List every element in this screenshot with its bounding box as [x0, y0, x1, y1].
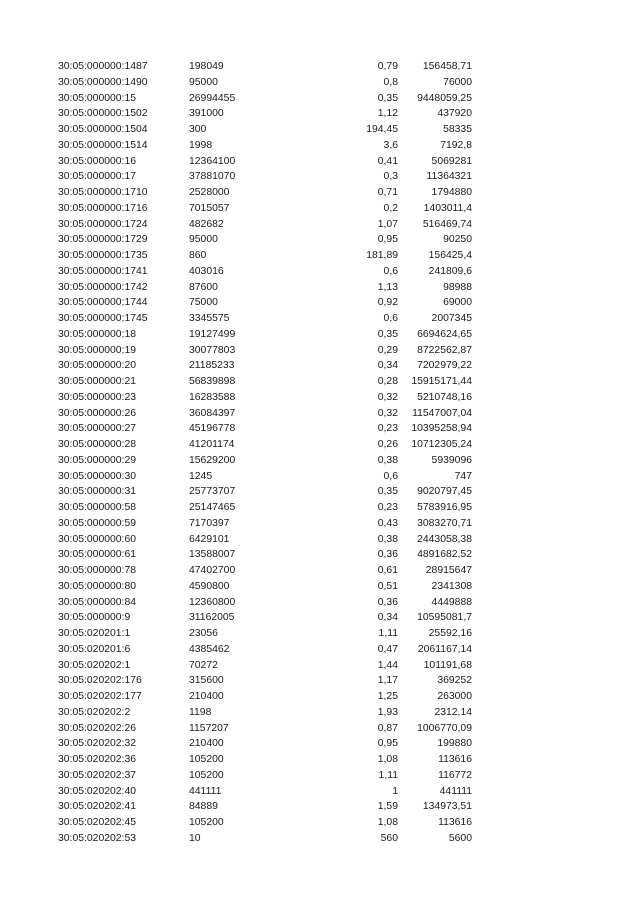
quantity-cell: 391000: [189, 108, 224, 120]
quantity-cell: 26994455: [189, 92, 236, 104]
total-cell: 116772: [438, 769, 472, 781]
table-row: [0, 59, 640, 75]
quantity-cell: 12364100: [189, 155, 236, 167]
cadastral-number-cell: 30:05:020202:37: [58, 769, 137, 781]
total-cell: 113616: [438, 754, 472, 765]
table-row: [0, 453, 640, 469]
total-cell: 101191,68: [423, 659, 472, 671]
total-cell: 76000: [443, 76, 472, 88]
total-cell: 25592,16: [428, 628, 472, 639]
table-row: [0, 736, 640, 752]
total-cell: 1006770,09: [417, 722, 472, 734]
rate-cell: 0,51: [377, 580, 398, 592]
quantity-cell: 41201174: [189, 439, 235, 450]
total-cell: 241809,6: [428, 265, 472, 277]
table-row: [0, 154, 640, 170]
quantity-cell: 105200: [189, 817, 224, 828]
total-cell: 2341308: [431, 580, 472, 592]
rate-cell: 194,45: [366, 124, 398, 135]
table-row: [0, 563, 640, 579]
cadastral-number-cell: 30:05:000000:15: [58, 92, 137, 104]
rate-cell: 0,87: [377, 722, 398, 734]
cadastral-number-cell: 30:05:000000:26: [58, 407, 137, 419]
rate-cell: 1,17: [377, 675, 398, 687]
rate-cell: 0,32: [377, 391, 398, 403]
quantity-cell: 25147465: [189, 502, 236, 513]
total-cell: 2007345: [431, 313, 472, 324]
cadastral-number-cell: 30:05:000000:1744: [58, 297, 148, 309]
quantity-cell: 315600: [189, 675, 224, 687]
cadastral-number-cell: 30:05:000000:78: [58, 565, 137, 576]
quantity-cell: 7015057: [189, 202, 230, 214]
cadastral-number-cell: 30:05:000000:1745: [58, 313, 148, 324]
quantity-cell: 198049: [189, 61, 224, 72]
rate-cell: 0,47: [377, 643, 398, 655]
table-row: [0, 232, 640, 248]
rate-cell: 0,34: [377, 612, 398, 624]
total-cell: 4449888: [431, 596, 472, 608]
quantity-cell: 56839898: [189, 376, 236, 387]
rate-cell: 0,38: [377, 454, 398, 466]
total-cell: 5210748,16: [417, 391, 472, 403]
cadastral-number-cell: 30:05:020202:53: [58, 832, 137, 844]
cadastral-number-cell: 30:05:000000:1735: [58, 250, 148, 261]
rate-cell: 0,61: [377, 565, 398, 576]
rate-cell: 0,38: [377, 533, 398, 545]
quantity-cell: 105200: [189, 769, 224, 781]
total-cell: 5600: [448, 832, 472, 844]
cadastral-number-cell: 30:05:020202:40: [58, 785, 137, 797]
cadastral-number-cell: 30:05:000000:21: [58, 376, 137, 387]
total-cell: 5069281: [431, 155, 472, 167]
rate-cell: 0,35: [377, 486, 398, 498]
total-cell: 113616: [438, 817, 472, 828]
total-cell: 2061167,14: [417, 643, 472, 655]
rate-cell: 1,12: [377, 108, 398, 120]
quantity-cell: 7170397: [189, 517, 230, 529]
rate-cell: 0,41: [377, 155, 398, 167]
rate-cell: 1,44: [377, 659, 398, 671]
cadastral-number-cell: 30:05:000000:28: [58, 439, 137, 450]
rate-cell: 0,95: [377, 234, 398, 246]
total-cell: 15915171,44: [411, 376, 472, 387]
rate-cell: 0,6: [383, 313, 398, 324]
quantity-cell: 23056: [189, 628, 218, 639]
total-cell: 7192,8: [440, 139, 472, 151]
table-row: [0, 122, 640, 138]
rate-cell: 1,07: [377, 218, 398, 230]
table-row: [0, 626, 640, 642]
table-row: [0, 217, 640, 233]
table-row: [0, 721, 640, 737]
rate-cell: 0,8: [383, 76, 398, 88]
table-row: [0, 248, 640, 264]
table-row: [0, 784, 640, 800]
quantity-cell: 12360800: [189, 596, 236, 608]
quantity-cell: 482682: [189, 218, 224, 230]
total-cell: 8722562,87: [417, 344, 472, 356]
table-row: [0, 295, 640, 311]
rate-cell: 0,23: [377, 423, 398, 435]
table-row: [0, 91, 640, 107]
cadastral-number-cell: 30:05:020202:41: [58, 801, 137, 813]
quantity-cell: 10: [189, 832, 201, 844]
cadastral-number-cell: 30:05:000000:23: [58, 391, 137, 403]
cadastral-number-cell: 30:05:000000:1741: [58, 265, 148, 277]
total-cell: 6694624,65: [417, 328, 472, 340]
rate-cell: 0,35: [377, 328, 398, 340]
quantity-cell: 75000: [189, 297, 218, 309]
total-cell: 134973,51: [422, 801, 472, 813]
total-cell: 90250: [443, 234, 472, 246]
table-row: [0, 689, 640, 705]
table-row: [0, 484, 640, 500]
rate-cell: 0,95: [377, 738, 398, 750]
cadastral-number-cell: 30:05:000000:27: [58, 423, 137, 435]
table-row: [0, 374, 640, 390]
total-cell: 9448059,25: [417, 92, 472, 104]
cadastral-number-cell: 30:05:000000:1724: [58, 218, 148, 230]
table-row: [0, 768, 640, 784]
table-row: [0, 595, 640, 611]
table-row: [0, 280, 640, 296]
table-row: [0, 831, 640, 847]
quantity-cell: 3345575: [189, 313, 230, 324]
rate-cell: 3,6: [383, 139, 398, 151]
table-row: [0, 390, 640, 406]
rate-cell: 1,11: [378, 628, 398, 639]
rate-cell: 0,71: [377, 187, 398, 198]
total-cell: 516469,74: [422, 218, 472, 230]
total-cell: 10395258,94: [411, 423, 472, 435]
total-cell: 28915647: [425, 565, 472, 576]
table-row: [0, 343, 640, 359]
rate-cell: 0,28: [377, 376, 398, 387]
rate-cell: 1: [392, 785, 398, 797]
table-row: [0, 469, 640, 485]
cadastral-number-cell: 30:05:020202:32: [58, 738, 137, 750]
rate-cell: 0,23: [377, 502, 398, 513]
cadastral-number-cell: 30:05:000000:1487: [58, 61, 148, 72]
total-cell: 1794880: [431, 187, 472, 198]
cadastral-number-cell: 30:05:000000:1742: [58, 281, 148, 293]
table-row: [0, 201, 640, 217]
rate-cell: 0,2: [383, 202, 398, 214]
cadastral-number-cell: 30:05:020202:176: [58, 675, 142, 687]
total-cell: 263000: [437, 691, 472, 702]
quantity-cell: 37881070: [189, 171, 236, 183]
cadastral-number-cell: 30:05:000000:84: [58, 596, 137, 608]
total-cell: 4891682,52: [417, 549, 472, 561]
rate-cell: 1,59: [377, 801, 398, 813]
cadastral-number-cell: 30:05:000000:29: [58, 454, 137, 466]
total-cell: 10712305,24: [411, 439, 472, 450]
table-row: [0, 799, 640, 815]
cadastral-number-cell: 30:05:000000:1514: [58, 139, 148, 151]
cadastral-number-cell: 30:05:000000:19: [58, 344, 137, 356]
total-cell: 437920: [437, 108, 472, 120]
total-cell: 156425,4: [428, 250, 472, 261]
rate-cell: 1,25: [377, 691, 398, 702]
rate-cell: 0,35: [377, 92, 398, 104]
quantity-cell: 1157207: [189, 722, 229, 734]
cadastral-number-cell: 30:05:000000:1710: [58, 187, 148, 198]
table-row: [0, 264, 640, 280]
quantity-cell: 1198: [189, 706, 212, 718]
table-row: [0, 437, 640, 453]
quantity-cell: 36084397: [189, 407, 236, 419]
table-row: [0, 673, 640, 689]
quantity-cell: 25773707: [189, 486, 236, 498]
total-cell: 1403011,4: [423, 202, 472, 214]
total-cell: 10595081,7: [417, 612, 472, 624]
quantity-cell: 105200: [189, 754, 224, 765]
cadastral-number-cell: 30:05:000000:59: [58, 517, 137, 529]
quantity-cell: 403016: [189, 265, 224, 277]
cadastral-number-cell: 30:05:020202:45: [58, 817, 137, 828]
table-row: [0, 815, 640, 831]
table-row: [0, 327, 640, 343]
cadastral-number-cell: 30:05:020201:6: [58, 643, 131, 655]
table-row: [0, 547, 640, 563]
cadastral-number-cell: 30:05:020202:1: [58, 659, 131, 671]
cadastral-number-cell: 30:05:000000:1729: [58, 234, 148, 246]
quantity-cell: 45196778: [189, 423, 236, 435]
table-row: [0, 311, 640, 327]
cadastral-number-cell: 30:05:000000:1716: [58, 202, 148, 214]
cadastral-number-cell: 30:05:000000:80: [58, 580, 137, 592]
total-cell: 2312,14: [434, 706, 472, 718]
table-row: [0, 532, 640, 548]
rate-cell: 560: [380, 832, 398, 844]
rate-cell: 181,89: [366, 250, 398, 261]
quantity-cell: 70272: [189, 659, 218, 671]
quantity-cell: 95000: [189, 76, 218, 88]
quantity-cell: 6429101: [189, 533, 230, 545]
rate-cell: 0,36: [377, 549, 398, 561]
cadastral-number-cell: 30:05:000000:1504: [58, 124, 148, 135]
table-row: [0, 406, 640, 422]
table-row: [0, 169, 640, 185]
table-row: [0, 500, 640, 516]
cadastral-number-cell: 30:05:000000:58: [58, 502, 137, 513]
cadastral-number-cell: 30:05:000000:20: [58, 360, 137, 372]
quantity-cell: 4385462: [189, 643, 230, 655]
quantity-cell: 15629200: [189, 454, 236, 466]
spreadsheet-table: [0, 59, 640, 847]
cadastral-number-cell: 30:05:020201:1: [58, 628, 131, 639]
rate-cell: 1,13: [377, 281, 398, 293]
total-cell: 9020797,45: [417, 486, 472, 498]
cadastral-number-cell: 30:05:000000:18: [58, 328, 137, 340]
rate-cell: 0,6: [383, 265, 398, 277]
cadastral-number-cell: 30:05:000000:31: [58, 486, 137, 498]
cadastral-number-cell: 30:05:000000:16: [58, 155, 137, 167]
total-cell: 2443058,38: [417, 533, 472, 545]
rate-cell: 1,93: [377, 706, 398, 718]
total-cell: 5783916,95: [417, 502, 472, 513]
quantity-cell: 30077803: [189, 344, 236, 356]
cadastral-number-cell: 30:05:000000:60: [58, 533, 137, 545]
total-cell: 156458,71: [422, 61, 472, 72]
cadastral-number-cell: 30:05:000000:17: [58, 171, 137, 183]
quantity-cell: 210400: [189, 691, 224, 702]
quantity-cell: 2528000: [189, 187, 230, 198]
quantity-cell: 300: [189, 124, 207, 135]
rate-cell: 1,08: [377, 817, 398, 828]
quantity-cell: 1998: [189, 139, 213, 151]
table-row: [0, 106, 640, 122]
total-cell: 98988: [443, 281, 472, 293]
rate-cell: 1,08: [377, 754, 398, 765]
rate-cell: 0,32: [377, 407, 398, 419]
cadastral-number-cell: 30:05:020202:2: [58, 706, 131, 718]
cadastral-number-cell: 30:05:020202:177: [58, 691, 142, 702]
quantity-cell: 4590800: [189, 580, 230, 592]
quantity-cell: 13588007: [189, 549, 236, 561]
table-row: [0, 516, 640, 532]
total-cell: 5939096: [431, 454, 472, 466]
table-row: [0, 421, 640, 437]
rate-cell: 0,3: [383, 171, 398, 183]
cadastral-number-cell: 30:05:000000:30: [58, 470, 137, 482]
quantity-cell: 87600: [189, 281, 218, 293]
table-row: [0, 752, 640, 768]
rate-cell: 0,29: [377, 344, 398, 356]
quantity-cell: 21185233: [189, 360, 235, 372]
table-row: [0, 75, 640, 91]
total-cell: 11547007,04: [412, 407, 472, 419]
quantity-cell: 1245: [189, 470, 213, 482]
table-row: [0, 642, 640, 658]
total-cell: 747: [454, 470, 472, 482]
total-cell: 441111: [439, 785, 472, 797]
quantity-cell: 47402700: [189, 565, 236, 576]
table-row: [0, 658, 640, 674]
total-cell: 199880: [437, 738, 472, 750]
total-cell: 69000: [443, 297, 472, 309]
table-row: [0, 138, 640, 154]
table-row: [0, 185, 640, 201]
cadastral-number-cell: 30:05:000000:61: [58, 549, 137, 561]
rate-cell: 1,11: [378, 769, 398, 781]
rate-cell: 0,92: [377, 297, 398, 309]
table-row: [0, 579, 640, 595]
rate-cell: 0,34: [377, 360, 398, 372]
quantity-cell: 441111: [189, 785, 222, 797]
quantity-cell: 860: [189, 250, 207, 261]
rate-cell: 0,79: [377, 61, 398, 72]
total-cell: 3083270,71: [417, 517, 472, 529]
table-row: [0, 358, 640, 374]
quantity-cell: 16283588: [189, 391, 236, 403]
quantity-cell: 19127499: [189, 328, 236, 340]
cadastral-number-cell: 30:05:000000:1490: [58, 76, 148, 88]
quantity-cell: 210400: [189, 738, 224, 750]
table-row: [0, 705, 640, 721]
quantity-cell: 84889: [189, 801, 218, 813]
total-cell: 58335: [443, 124, 472, 135]
total-cell: 369252: [437, 675, 472, 687]
total-cell: 11364321: [426, 171, 472, 183]
table-row: [0, 610, 640, 626]
rate-cell: 0,26: [377, 439, 398, 450]
cadastral-number-cell: 30:05:020202:36: [58, 754, 137, 765]
quantity-cell: 31162005: [189, 612, 235, 624]
cadastral-number-cell: 30:05:020202:26: [58, 722, 137, 734]
cadastral-number-cell: 30:05:000000:9: [58, 612, 131, 624]
rate-cell: 0,6: [383, 470, 398, 482]
rate-cell: 0,36: [377, 596, 398, 608]
cadastral-number-cell: 30:05:000000:1502: [58, 108, 148, 120]
rate-cell: 0,43: [377, 517, 398, 529]
total-cell: 7202979,22: [417, 360, 472, 372]
quantity-cell: 95000: [189, 234, 218, 246]
